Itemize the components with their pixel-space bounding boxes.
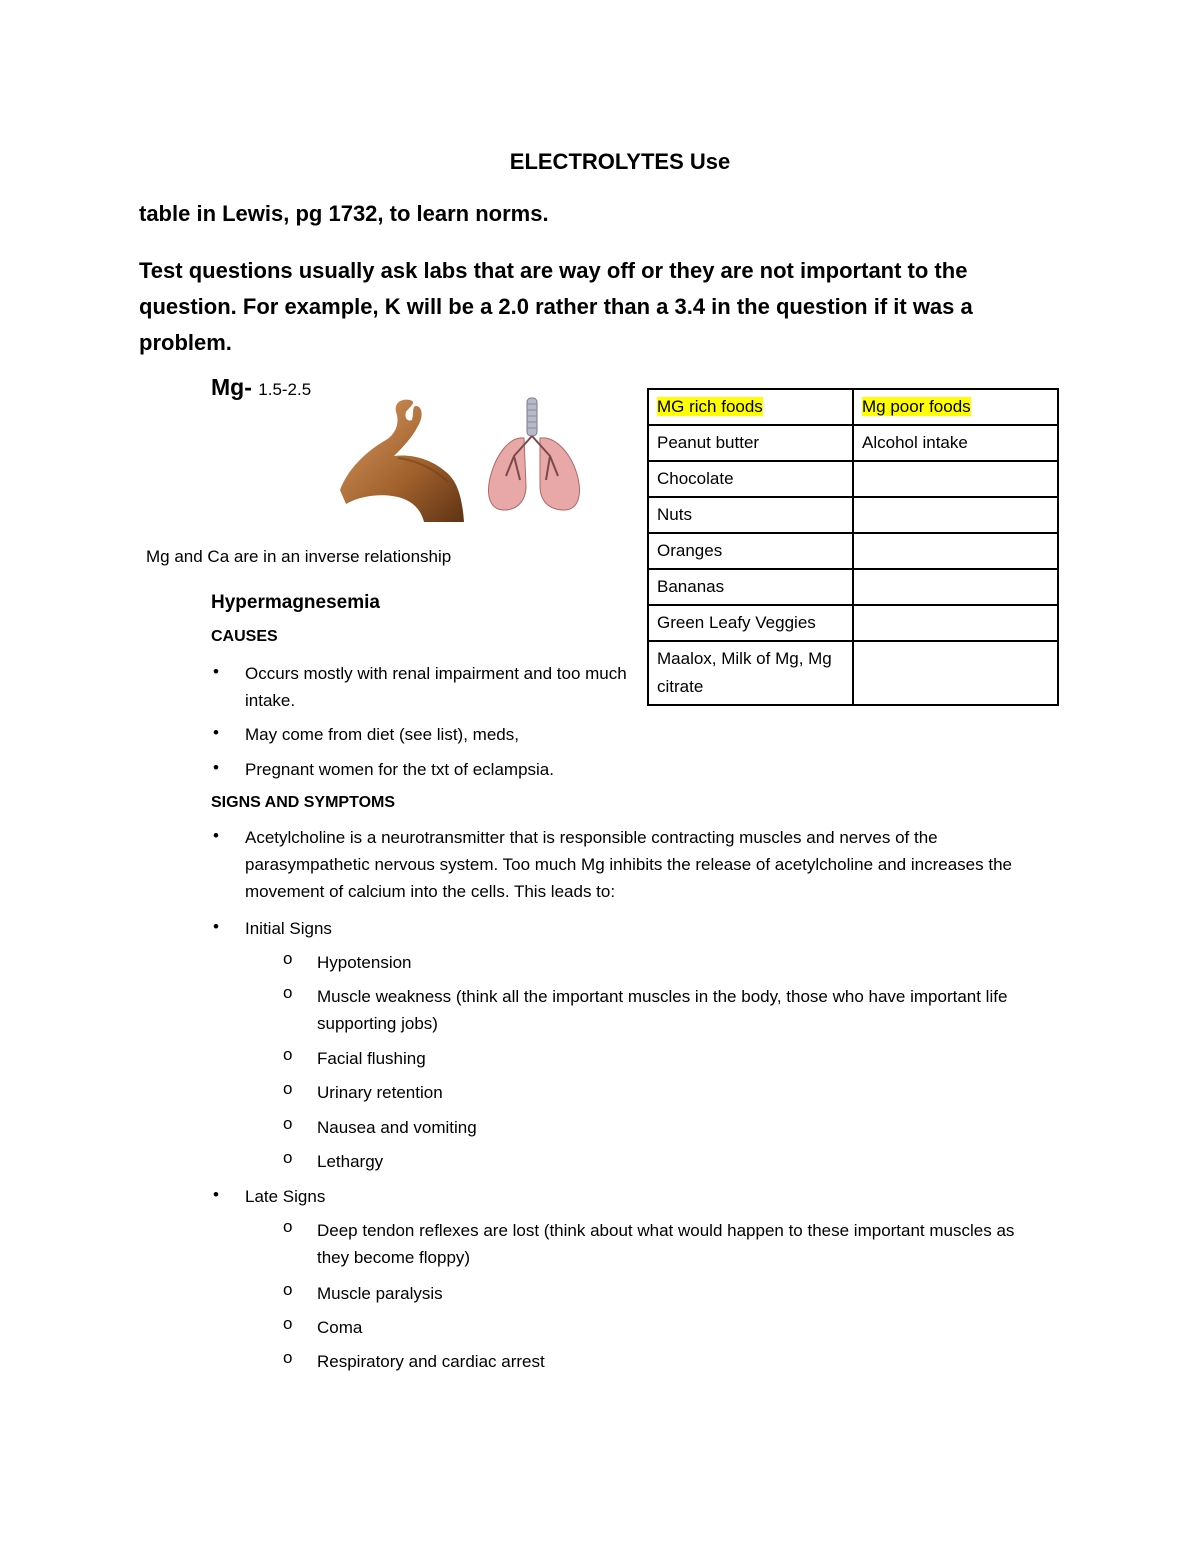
flexed-arm-image <box>338 398 470 527</box>
table-header-row <box>648 389 1058 425</box>
table-cell: Nuts <box>648 497 853 533</box>
sub-bullet-marker: o <box>283 1045 293 1064</box>
cause-item: Pregnant women for the txt of eclampsia. <box>245 760 554 779</box>
initial-sign-item: Muscle weakness (think all the important muscles in the body, those who have important life supporting jobs) <box>317 987 1008 1033</box>
bullet-marker: • <box>213 917 219 936</box>
cause-item: May come from diet (see list), meds, <box>245 725 519 744</box>
late-sign-item: Respiratory and cardiac arrest <box>317 1352 545 1371</box>
sub-bullet-marker: o <box>283 1079 293 1098</box>
lungs-image <box>484 396 582 519</box>
late-signs-label: Late Signs <box>245 1187 326 1206</box>
table-cell: Chocolate <box>648 461 853 497</box>
signs-heading: SIGNS AND SYMPTOMS <box>211 794 396 811</box>
table-cell <box>853 641 1058 705</box>
intro-paragraph: Test questions usually ask labs that are way off or they are not important to the question. For example, K will be a 2.0 rather than a 3.4 in the question if it was a problem. <box>139 258 973 355</box>
late-sign-item: Coma <box>317 1318 363 1337</box>
initial-sign-item: Nausea and vomiting <box>317 1118 477 1137</box>
table-cell: Peanut butter <box>648 425 853 461</box>
bullet-marker: • <box>213 723 219 742</box>
sub-bullet-marker: o <box>283 1348 293 1367</box>
table-cell: Alcohol intake <box>853 425 1058 461</box>
sub-bullet-marker: o <box>283 1217 293 1236</box>
late-sign-item: Deep tendon reflexes are lost (think about what would happen to these important muscles as they become floppy) <box>317 1221 1015 1267</box>
initial-sign-item: Urinary retention <box>317 1083 443 1102</box>
sub-bullet-marker: o <box>283 983 293 1002</box>
table-row <box>648 497 1058 533</box>
table-row <box>648 425 1058 461</box>
causes-heading: CAUSES <box>211 628 278 645</box>
sub-bullet-marker: o <box>283 1148 293 1167</box>
sub-bullet-marker: o <box>283 1114 293 1133</box>
table-cell <box>853 605 1058 641</box>
header-cell: MG rich foods <box>648 389 853 425</box>
table-row <box>648 461 1058 497</box>
acetylcholine-item: Acetylcholine is a neurotransmitter that is responsible contracting muscles and nerves of the parasympathetic nervous system. Too much Mg inhibits the release of acetylcholine and increases the movement of calcium into the cells. This leads to: <box>245 828 1012 901</box>
table-cell <box>853 569 1058 605</box>
initial-signs-label: Initial Signs <box>245 919 332 938</box>
initial-sign-item: Lethargy <box>317 1152 384 1171</box>
header-cell: Mg poor foods <box>853 389 1058 425</box>
table-cell: Oranges <box>648 533 853 569</box>
table-cell: Bananas <box>648 569 853 605</box>
sub-bullet-marker: o <box>283 949 293 968</box>
table-cell <box>853 461 1058 497</box>
bullet-marker: • <box>213 826 219 845</box>
mg-foods-table <box>647 388 1059 706</box>
bullet-marker: • <box>213 662 219 681</box>
mg-label: Mg- <box>211 374 252 400</box>
bullet-marker: • <box>213 758 219 777</box>
late-sign-item: Muscle paralysis <box>317 1284 443 1303</box>
table-cell: Maalox, Milk of Mg, Mg citrate <box>648 641 853 705</box>
cause-item: Occurs mostly with renal impairment and too much intake. <box>245 664 627 710</box>
mg-range-heading <box>211 374 311 401</box>
initial-sign-item: Hypotension <box>317 953 412 972</box>
page-title: ELECTROLYTES Use <box>509 149 731 174</box>
sub-bullet-marker: o <box>283 1280 293 1299</box>
mg-range: 1.5-2.5 <box>258 380 312 399</box>
bullet-marker: • <box>213 1185 219 1204</box>
table-row <box>648 641 1058 705</box>
sub-bullet-marker: o <box>283 1314 293 1333</box>
initial-sign-item: Facial flushing <box>317 1049 426 1068</box>
table-row <box>648 605 1058 641</box>
table-cell <box>853 533 1058 569</box>
table-row <box>648 533 1058 569</box>
table-cell: Green Leafy Veggies <box>648 605 853 641</box>
inverse-relationship-note: Mg and Ca are in an inverse relationship <box>146 547 452 566</box>
table-row <box>648 569 1058 605</box>
table-cell <box>853 497 1058 533</box>
intro-line: table in Lewis, pg 1732, to learn norms. <box>139 201 549 226</box>
hypermagnesemia-heading: Hypermagnesemia <box>211 592 380 613</box>
